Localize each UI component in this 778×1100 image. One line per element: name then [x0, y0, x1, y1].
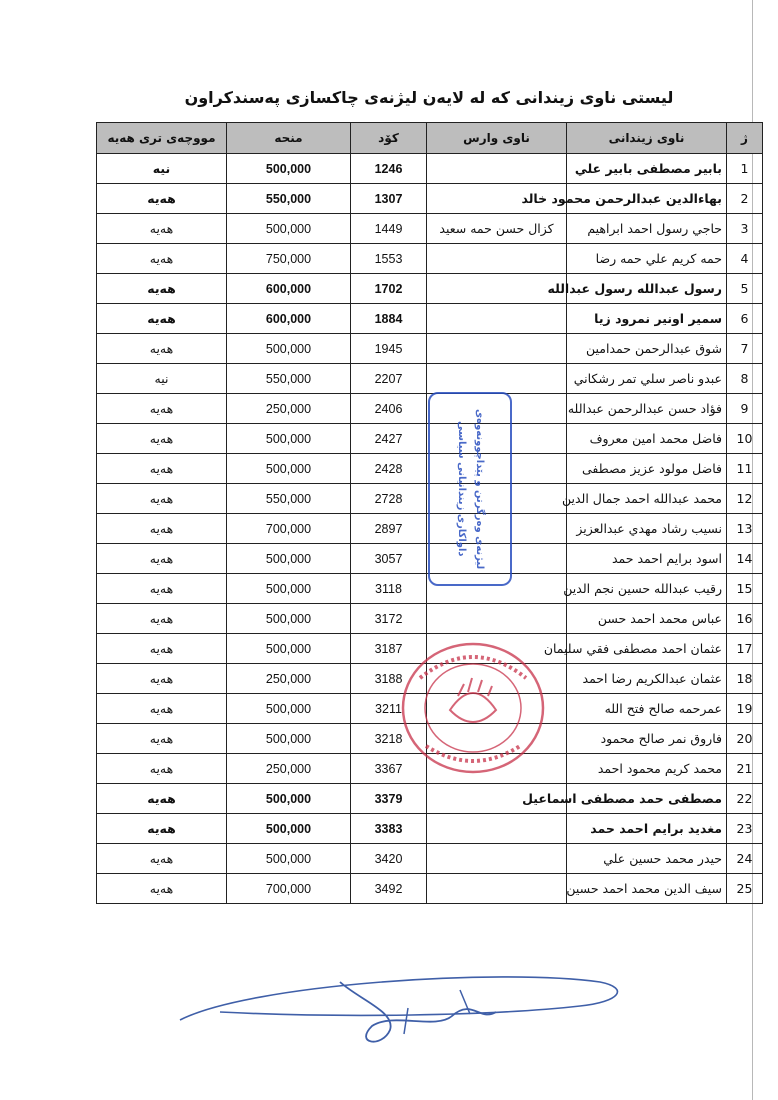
- grant-amount: 500,000: [227, 334, 351, 364]
- prisoner-name: محمد عبدالله احمد جمال الدين: [567, 484, 727, 514]
- other-salary-status: هەیە: [97, 574, 227, 604]
- table-row: [97, 604, 763, 634]
- other-salary-status: هەیە: [97, 334, 227, 364]
- row-number: 18: [727, 664, 763, 694]
- other-salary-status: هەیە: [97, 274, 227, 304]
- prisoner-name: محمد كريم محمود احمد: [567, 754, 727, 784]
- row-number: 15: [727, 574, 763, 604]
- row-number: 14: [727, 544, 763, 574]
- heir-name: [427, 244, 567, 274]
- prisoner-code: 3218: [351, 724, 427, 754]
- table-row: [97, 304, 763, 334]
- prisoner-name: عثمان احمد مصطفى فقي سليمان: [567, 634, 727, 664]
- table-row: [97, 784, 763, 814]
- grant-amount: 550,000: [227, 484, 351, 514]
- prisoner-code: 2427: [351, 424, 427, 454]
- prisoner-name: حاجي رسول احمد ابراهيم: [567, 214, 727, 244]
- row-number: 24: [727, 844, 763, 874]
- prisoner-code: 2406: [351, 394, 427, 424]
- header-prisoner-name: ناوی زیندانی: [567, 123, 727, 154]
- prisoner-code: 2897: [351, 514, 427, 544]
- grant-amount: 500,000: [227, 604, 351, 634]
- prisoner-name: رقيب عبدالله حسين نجم الدين: [567, 574, 727, 604]
- blue-committee-stamp: [428, 392, 512, 586]
- prisoner-code: 3188: [351, 664, 427, 694]
- row-number: 6: [727, 304, 763, 334]
- grant-amount: 500,000: [227, 694, 351, 724]
- table-row: [97, 874, 763, 904]
- prisoner-code: 3211: [351, 694, 427, 724]
- prisoner-code: 2428: [351, 454, 427, 484]
- row-number: 3: [727, 214, 763, 244]
- prisoner-name: رسول عبدالله رسول عبدالله: [567, 274, 727, 304]
- grant-amount: 700,000: [227, 874, 351, 904]
- grant-amount: 500,000: [227, 544, 351, 574]
- prisoner-name: سيف الدين محمد احمد حسين: [567, 874, 727, 904]
- prisoner-code: 3379: [351, 784, 427, 814]
- signature-scribble: [160, 960, 630, 1060]
- row-number: 9: [727, 394, 763, 424]
- row-number: 23: [727, 814, 763, 844]
- table-row: [97, 814, 763, 844]
- blue-stamp-text: لیژنەی وەرگرتن و پێداچوونەوەی داواكاری زیندانیانی سیاسی: [456, 408, 485, 570]
- row-number: 12: [727, 484, 763, 514]
- table-row: [97, 154, 763, 184]
- row-number: 8: [727, 364, 763, 394]
- prisoner-name: عثمان عبدالكريم رضا احمد: [567, 664, 727, 694]
- heir-name: [427, 364, 567, 394]
- other-salary-status: هەیە: [97, 634, 227, 664]
- prisoner-name: فاضل مولود عزيز مصطفى: [567, 454, 727, 484]
- prisoner-code: 1307: [351, 184, 427, 214]
- grant-amount: 500,000: [227, 634, 351, 664]
- table-header-row: [97, 123, 763, 154]
- grant-amount: 500,000: [227, 844, 351, 874]
- table-row: [97, 844, 763, 874]
- prisoner-name: فاضل محمد امين معروف: [567, 424, 727, 454]
- prisoner-name: بهاءالدين عبدالرحمن محمود خالد: [567, 184, 727, 214]
- grant-amount: 500,000: [227, 454, 351, 484]
- grant-amount: 550,000: [227, 364, 351, 394]
- grant-amount: 600,000: [227, 274, 351, 304]
- heir-name: [427, 874, 567, 904]
- row-number: 4: [727, 244, 763, 274]
- prisoner-name: عبدو ناصر سلي تمر رشكاني: [567, 364, 727, 394]
- grant-amount: 500,000: [227, 214, 351, 244]
- row-number: 10: [727, 424, 763, 454]
- heir-name: [427, 154, 567, 184]
- header-number: ژ: [727, 123, 763, 154]
- other-salary-status: هەیە: [97, 424, 227, 454]
- prisoner-name: شوق عبدالرحمن حمدامين: [567, 334, 727, 364]
- row-number: 13: [727, 514, 763, 544]
- header-code: كۆد: [351, 123, 427, 154]
- row-number: 7: [727, 334, 763, 364]
- other-salary-status: هەیە: [97, 484, 227, 514]
- prisoner-code: 3420: [351, 844, 427, 874]
- other-salary-status: هەیە: [97, 184, 227, 214]
- row-number: 16: [727, 604, 763, 634]
- prisoner-code: 2207: [351, 364, 427, 394]
- grant-amount: 500,000: [227, 154, 351, 184]
- row-number: 17: [727, 634, 763, 664]
- heir-name: [427, 304, 567, 334]
- grant-amount: 250,000: [227, 394, 351, 424]
- other-salary-status: هەیە: [97, 454, 227, 484]
- grant-amount: 550,000: [227, 184, 351, 214]
- table-row: [97, 184, 763, 214]
- row-number: 5: [727, 274, 763, 304]
- prisoner-code: 1449: [351, 214, 427, 244]
- other-salary-status: هەیە: [97, 214, 227, 244]
- heir-name: [427, 334, 567, 364]
- grant-amount: 700,000: [227, 514, 351, 544]
- row-number: 2: [727, 184, 763, 214]
- prisoner-code: 3367: [351, 754, 427, 784]
- grant-amount: 250,000: [227, 754, 351, 784]
- prisoner-code: 3187: [351, 634, 427, 664]
- row-number: 11: [727, 454, 763, 484]
- prisoner-code: 2728: [351, 484, 427, 514]
- table-row: [97, 334, 763, 364]
- prisoner-code: 3492: [351, 874, 427, 904]
- prisoner-name: فاروق نمر صالح محمود: [567, 724, 727, 754]
- prisoner-code: 1702: [351, 274, 427, 304]
- row-number: 22: [727, 784, 763, 814]
- prisoner-name: سمير اونير نمرود زيا: [567, 304, 727, 334]
- heir-name: [427, 844, 567, 874]
- other-salary-status: هەیە: [97, 604, 227, 634]
- prisoner-name: عباس محمد احمد حسن: [567, 604, 727, 634]
- heir-name: [427, 274, 567, 304]
- prisoner-code: 3118: [351, 574, 427, 604]
- grant-amount: 600,000: [227, 304, 351, 334]
- prisoner-name: عمرحمه صالح فتح الله: [567, 694, 727, 724]
- header-grant: منحه: [227, 123, 351, 154]
- grant-amount: 250,000: [227, 664, 351, 694]
- prisoner-name: حيدر محمد حسين علي: [567, 844, 727, 874]
- row-number: 20: [727, 724, 763, 754]
- row-number: 25: [727, 874, 763, 904]
- other-salary-status: هەیە: [97, 724, 227, 754]
- grant-amount: 500,000: [227, 424, 351, 454]
- other-salary-status: هەیە: [97, 784, 227, 814]
- other-salary-status: هەیە: [97, 544, 227, 574]
- heir-name: [427, 604, 567, 634]
- grant-amount: 750,000: [227, 244, 351, 274]
- other-salary-status: هەیە: [97, 664, 227, 694]
- prisoner-name: مصطفى حمد مصطفى اسماعيل: [567, 784, 727, 814]
- other-salary-status: هەیە: [97, 244, 227, 274]
- other-salary-status: هەیە: [97, 874, 227, 904]
- other-salary-status: هەیە: [97, 694, 227, 724]
- prisoner-code: 3057: [351, 544, 427, 574]
- row-number: 21: [727, 754, 763, 784]
- prisoner-name: اسود برايم احمد حمد: [567, 544, 727, 574]
- row-number: 19: [727, 694, 763, 724]
- other-salary-status: نیە: [97, 364, 227, 394]
- other-salary-status: هەیە: [97, 754, 227, 784]
- grant-amount: 500,000: [227, 814, 351, 844]
- heir-name: كزال حسن حمه سعيد: [427, 214, 567, 244]
- other-salary-status: هەیە: [97, 304, 227, 334]
- document-title: لیستی ناوی زیندانی كه له لایەن لیژنەی چاكسازی پەسندكراون: [184, 88, 674, 107]
- grant-amount: 500,000: [227, 784, 351, 814]
- prisoner-code: 1246: [351, 154, 427, 184]
- other-salary-status: هەیە: [97, 394, 227, 424]
- table-row: [97, 214, 763, 244]
- prisoner-code: 1884: [351, 304, 427, 334]
- prisoner-name: مغديد برايم احمد حمد: [567, 814, 727, 844]
- table-row: [97, 244, 763, 274]
- red-ministry-seal: [398, 638, 548, 778]
- prisoner-code: 1945: [351, 334, 427, 364]
- other-salary-status: هەیە: [97, 814, 227, 844]
- other-salary-status: نیە: [97, 154, 227, 184]
- grant-amount: 500,000: [227, 574, 351, 604]
- prisoner-name: حمه كريم علي حمه رضا: [567, 244, 727, 274]
- table-row: [97, 274, 763, 304]
- prisoner-code: 3172: [351, 604, 427, 634]
- heir-name: [427, 814, 567, 844]
- other-salary-status: هەیە: [97, 514, 227, 544]
- table-row: [97, 364, 763, 394]
- row-number: 1: [727, 154, 763, 184]
- prisoner-code: 1553: [351, 244, 427, 274]
- other-salary-status: هەیە: [97, 844, 227, 874]
- prisoner-name: نسيب رشاد مهدي عبدالعزيز: [567, 514, 727, 544]
- prisoner-code: 3383: [351, 814, 427, 844]
- prisoner-name: بابیر مصطفی بابیر علي: [567, 154, 727, 184]
- prisoner-name: فؤاد حسن عبدالرحمن عبدالله: [567, 394, 727, 424]
- grant-amount: 500,000: [227, 724, 351, 754]
- header-heir-name: ناوی وارس: [427, 123, 567, 154]
- header-other-salary: مووچەی تری هەیە: [97, 123, 227, 154]
